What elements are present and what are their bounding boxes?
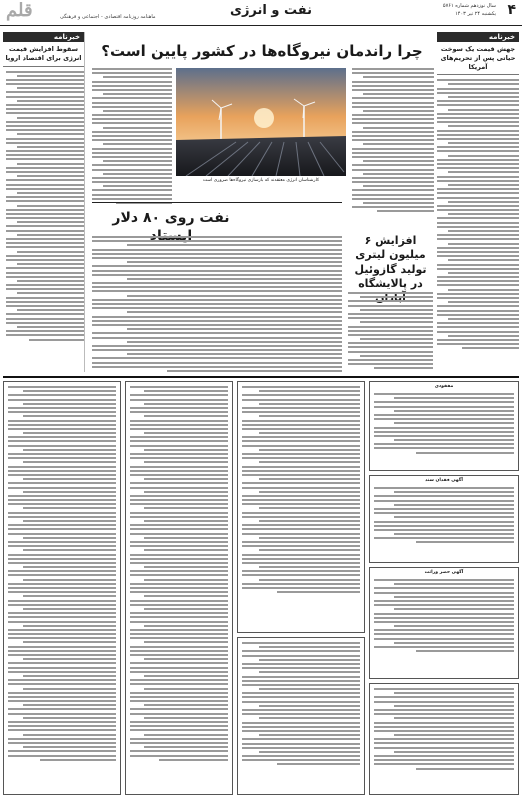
- notice-column-4d: [369, 683, 519, 795]
- main-headline: چرا راندمان نیروگاه‌ها در کشور پایین است؟: [101, 42, 423, 60]
- right-column-title: جهش قیمت یک سوخت حیاتی پس از تحریم‌های آمریکا: [437, 42, 519, 75]
- main-story-body-left: [92, 68, 172, 206]
- photo-caption-block: [176, 178, 346, 184]
- section-title: نفت و انرژی: [230, 3, 312, 18]
- notice-column-3: [237, 381, 365, 633]
- notice-deed-title: آگهی فقدان سند: [425, 478, 463, 483]
- left-column-title: سقوط افزایش قیمت انرژی برای اقتصاد اروپا: [3, 42, 84, 67]
- notice-deed-loss: [369, 475, 519, 563]
- notice-column-1: [3, 381, 121, 795]
- tagline: ماهنامه روزنامه اقتصادی - اجتماعی و فرهنگی: [60, 14, 156, 20]
- oil-story-body: [92, 236, 342, 374]
- issue-line: سال نوزدهم شماره ۵۷۶۱: [442, 3, 496, 9]
- photo-caption: کارشناسان انرژی معتقدند که بازسازی نیروگاه‌ها ضروری است: [202, 178, 320, 183]
- wind-farm-photo: [176, 68, 346, 176]
- notice-column-3b: [237, 637, 365, 795]
- left-column-body: [3, 71, 84, 341]
- page-number: ۴: [507, 2, 516, 18]
- gasoil-headline: افزایش ۶ میلیون لیتری تولید گازوئیل در پالایشگاه: [354, 234, 427, 290]
- notice-column-2: [125, 381, 233, 795]
- gasoil-story-body: [348, 292, 433, 372]
- date-line: یکشنبه ۲۴ تیر ۱۴۰۳: [455, 11, 496, 17]
- wind-farm-image: [176, 68, 346, 176]
- divider: [92, 202, 342, 203]
- masthead: [0, 0, 522, 26]
- right-news-column: [437, 32, 519, 372]
- main-story-body-right: [352, 68, 434, 215]
- left-news-column: [3, 32, 85, 372]
- issue-info: [326, 3, 496, 19]
- left-column-label: خبرنامه: [3, 32, 84, 42]
- notice-inheritance-title: آگهی حصر وراثت: [424, 570, 464, 575]
- right-column-label: خبرنامه: [437, 32, 519, 42]
- notice-title: مفقودی: [434, 384, 454, 389]
- oil-headline: نفت روی ۸۰ دلار: [112, 210, 230, 226]
- section-divider: [3, 376, 519, 378]
- newspaper-logo: قلم: [6, 0, 33, 21]
- notice-inheritance: [369, 567, 519, 679]
- notice-lost-document: [369, 381, 519, 471]
- right-column-body: [437, 79, 519, 349]
